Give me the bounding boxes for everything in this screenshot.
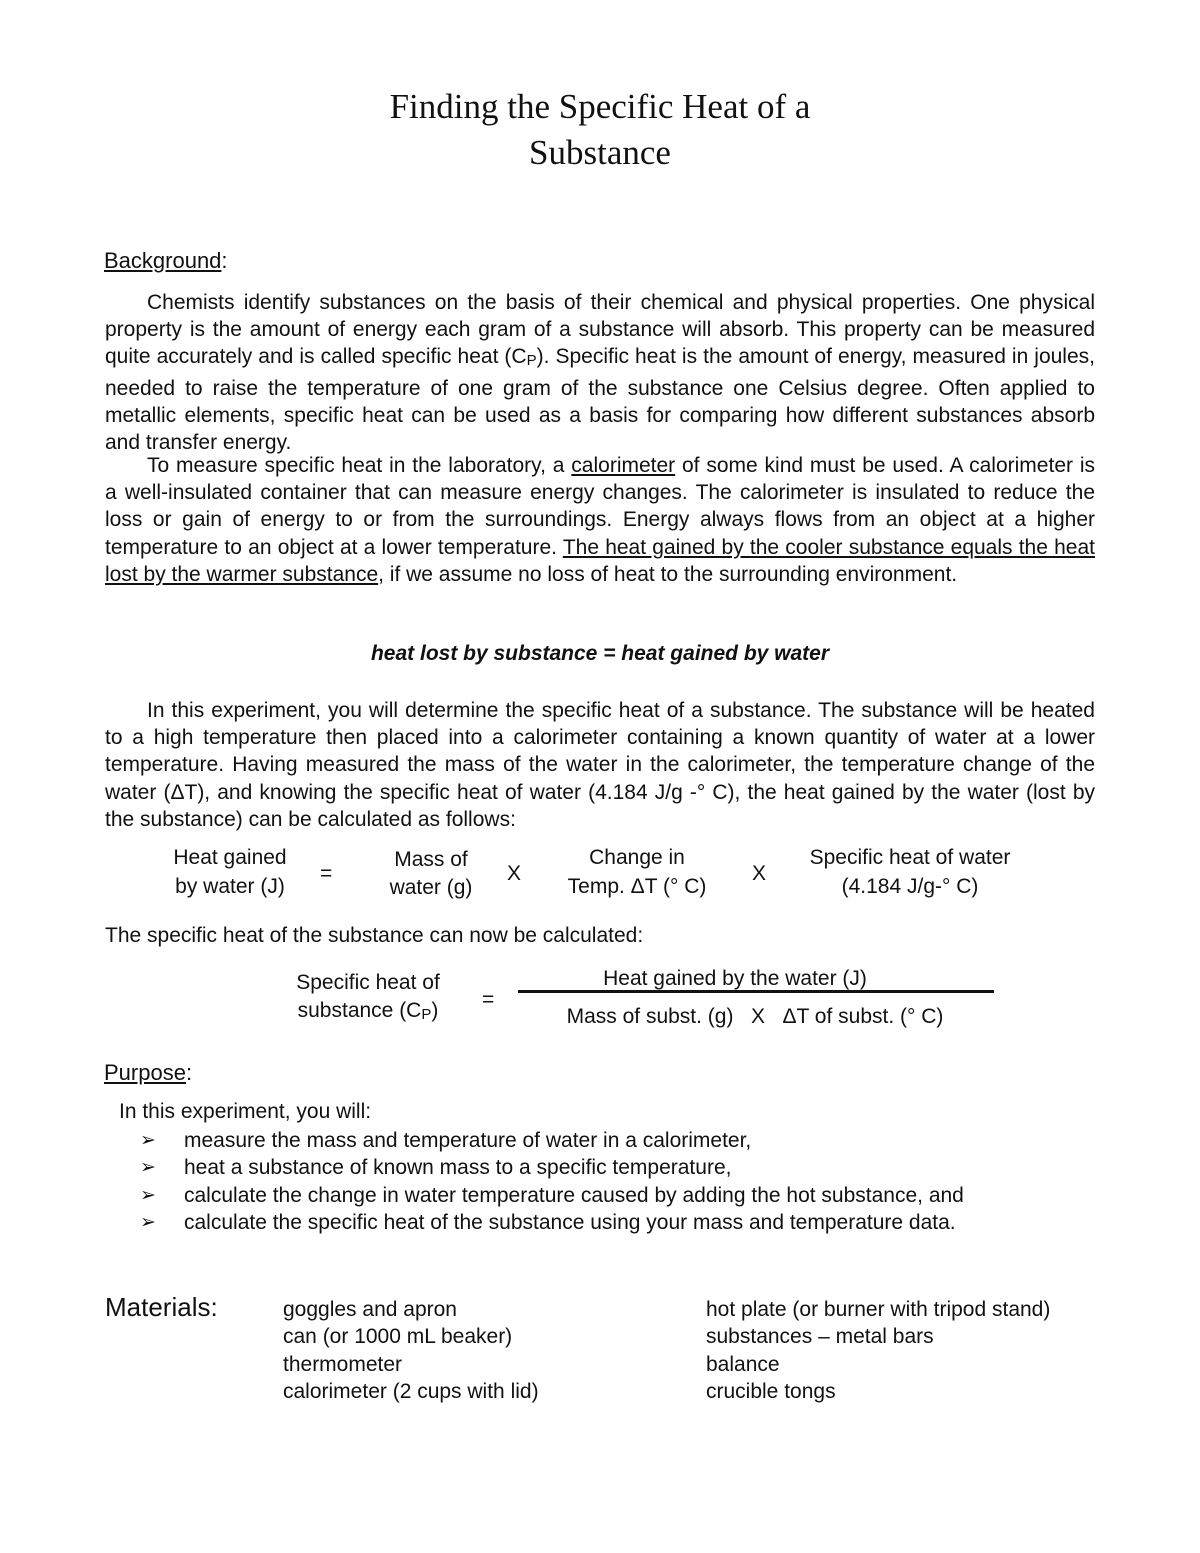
formula2-numerator: Heat gained by the water (J) [603,967,867,990]
arrow-bullet-icon: ➢ [140,1212,156,1234]
background-heading-text: Background [104,248,222,273]
arrow-bullet-icon: ➢ [140,1130,156,1151]
material-item: can (or 1000 mL beaker) [283,1325,513,1349]
arrow-bullet-icon: ➢ [140,1184,156,1206]
background-paragraph-1 [105,289,1095,456]
materials-heading: Materials: [105,1292,218,1322]
materials-column-2 [706,1296,1050,1406]
purpose-item [140,1127,964,1154]
formula2-lhs-subscript: P [421,1006,432,1023]
p3-text: In this experiment, you will determine the specific heat of a substance. The substance will be heated to a high temperature then placed into a calorimeter containing a known quantity of water at a lower temperature. Having measured the mass of the water in the calorimeter, the temperature change of the water (ΔT), and knowing the specific heat of water (4.184 J/g -° C), the heat gained by the water (lost by the substance) can be calculated as follows: [105,699,1095,831]
heat-balance-equation: heat lost by substance = heat gained by water [370,642,830,665]
materials-column-1 [283,1296,539,1406]
formula2-intro: The specific heat of the substance can now be calculated: [105,924,644,947]
background-paragraph-2 [105,452,1095,588]
formula1-equals: = [320,862,333,885]
formula1-times1: X [507,862,522,885]
formula2-denominator: Mass of subst. (g) X ΔT of subst. (° C) [566,1005,944,1028]
formula1-term3-line2: Temp. ΔT (° C) [567,875,707,898]
p2-text-a: To measure specific heat in the laboratory, a [147,454,572,477]
material-item: goggles and apron [283,1298,457,1321]
formula2-lhs-text: substance (C [297,999,422,1022]
formula1-term3-line1: Change in [589,846,685,869]
p2-text-b: of some kind must be used. A calorimeter is a well-insulated container that can measure energy changes. The calorimeter is insulated to reduce the loss or gain of energy to or from the surroundings. Energy always flows from an object at a higher temperature to an object at a lower temperature. [105,454,1095,559]
material-item: balance [706,1352,780,1376]
purpose-item-text: measure the mass and temperature of water in a calorimeter, [184,1129,752,1152]
purpose-heading [104,1060,192,1086]
p2-text-c: , if we assume no loss of heat to the surrounding environment. [378,562,958,586]
arrow-bullet-icon: ➢ [140,1157,156,1179]
background-heading-colon: : [221,248,228,273]
formula1-term1-line2: by water (J) [175,875,285,898]
material-item: calorimeter (2 cups with lid) [283,1380,539,1404]
p1-rest: ). Specific heat is the amount of energy, measured in joules, needed to raise the temperature of one gram of the substance one Celsius degree. Often applied to metallic elements, specific heat can be used as a basis for comparing how different substances absorb and transfer energy. [105,345,1095,455]
formula1-times2: X [752,862,767,885]
purpose-heading-text: Purpose [104,1060,186,1085]
formula1-term1-line1: Heat gained [173,846,287,869]
formula2-equals: = [482,988,495,1011]
page-title-line2: Substance [529,133,671,172]
purpose-intro: In this experiment, you will: [119,1100,372,1123]
formula1-term4-line2: (4.184 J/g-° C) [841,875,979,898]
heat-principle-statement: The heat gained by the cooler substance equals the heat lost by the warmer substance [105,535,1095,586]
formula2-lhs-line2 [278,999,458,1023]
page-title-line1: Finding the Specific Heat of a [389,87,811,126]
calorimeter-term: calorimeter [571,454,676,477]
formula1-term2-line2: water (g) [389,876,473,899]
material-item: substances – metal bars [706,1325,934,1349]
material-item: hot plate (or burner with tripod stand) [706,1298,1051,1321]
purpose-item-text: calculate the change in water temperature caused by adding the hot substance, and [184,1183,964,1207]
purpose-heading-colon: : [185,1060,193,1085]
purpose-item-text: calculate the specific heat of the substance using your mass and temperature data. [184,1211,956,1235]
fraction-bar [518,990,994,993]
purpose-item [140,1182,964,1209]
background-heading [104,248,228,274]
purpose-item [140,1154,964,1181]
purpose-item [140,1209,964,1236]
material-item: crucible tongs [706,1380,836,1404]
p1-subscript: P [526,352,537,370]
formula2-lhs-line1: Specific heat of [296,971,440,994]
formula1-term4-line1: Specific heat of water [809,846,1011,869]
formula1-term2-line1: Mass of [394,848,468,871]
background-paragraph-3 [105,697,1095,833]
p1-text: Chemists identify substances on the basis of their chemical and physical properties. One physical property is the amount of energy each gram of a substance will absorb. This property can be measured quite accurately and is called specific heat (C [105,291,1095,369]
formula2-lhs-close: ) [431,999,439,1022]
material-item: thermometer [283,1352,403,1376]
purpose-item-text: heat a substance of known mass to a specific temperature, [184,1156,732,1180]
purpose-list [140,1127,964,1237]
